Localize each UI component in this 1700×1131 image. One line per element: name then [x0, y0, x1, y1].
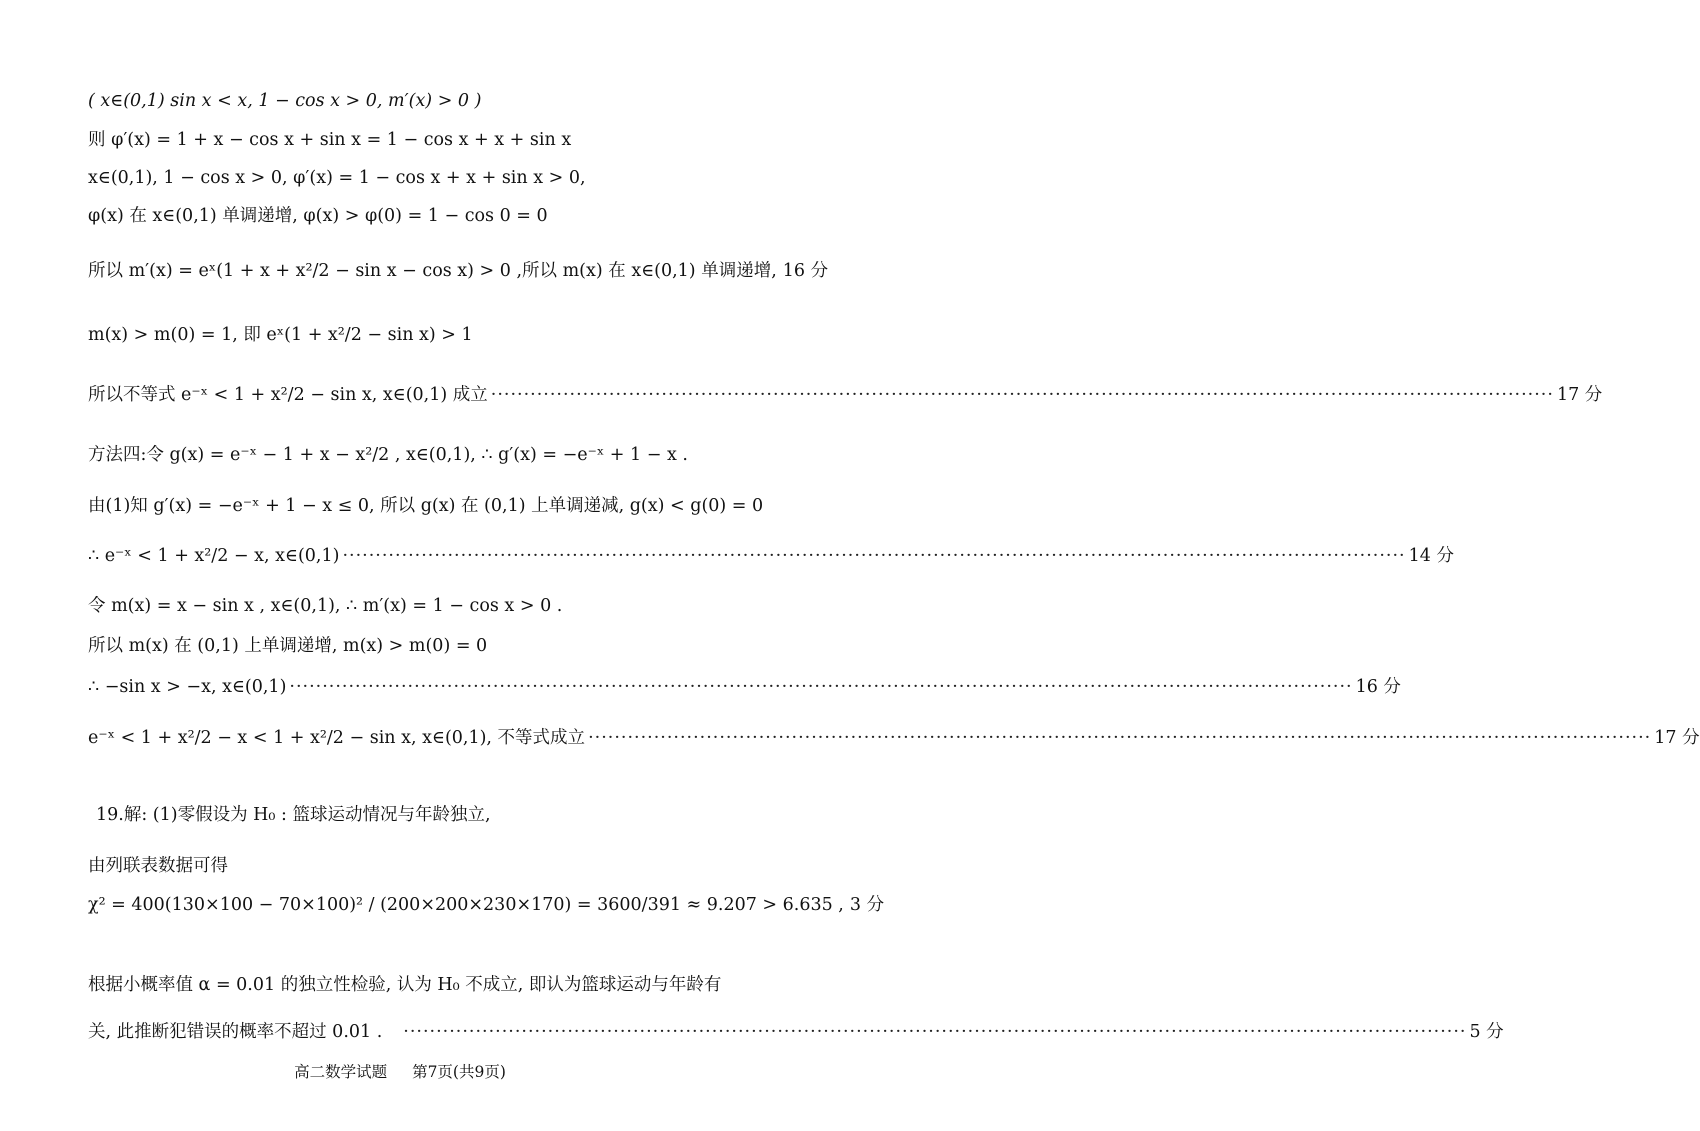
score-label: 16 分	[782, 261, 829, 281]
m-derivative-statement: 所以 m′(x) = eˣ(1 + x + x²/2 − sin x − cos x) > 0 ,所以 m(x) 在 x∈(0,1) 单调递增,	[88, 261, 777, 281]
table-data-intro: 由列联表数据可得	[88, 856, 228, 876]
page-footer	[0, 1060, 800, 1082]
text-line	[88, 677, 1401, 697]
text-line	[88, 207, 712, 226]
inequality-conclusion: 所以不等式 e⁻ˣ < 1 + x²/2 − sin x, x∈(0,1) 成立	[88, 385, 488, 405]
dot-leader	[403, 1023, 1466, 1042]
footer-subject: 高二数学试题	[294, 1063, 388, 1081]
chi-square-computation: χ² = 400(130×100 − 70×100)² / (200×200×230×170) = 3600/391 ≈ 9.207 > 6.635 ,	[88, 895, 844, 915]
dot-leader	[289, 678, 1352, 697]
text-line	[88, 446, 712, 465]
text-line	[88, 131, 712, 150]
final-inequality-chain: e⁻ˣ < 1 + x²/2 − x < 1 + x²/2 − sin x, x∈(0,1), 不等式成立	[88, 728, 586, 748]
first-inequality: ∴ e⁻ˣ < 1 + x²/2 − x, x∈(0,1)	[88, 546, 340, 566]
text-line	[88, 637, 712, 656]
condition-note: ( x∈(0,1) sin x < x, 1 − cos x > 0, m′(x) > 0 )	[88, 91, 482, 111]
dot-leader	[342, 547, 1405, 566]
g-decreasing-statement: 由(1)知 g′(x) = −e⁻ˣ + 1 − x ≤ 0, 所以 g(x) 在 (0,1) 上单调递减, g(x) < g(0) = 0	[88, 496, 764, 516]
error-probability-statement: 关, 此推断犯错误的概率不超过 0.01 .	[88, 1022, 383, 1042]
m-lower-bound: m(x) > m(0) = 1, 即 eˣ(1 + x²/2 − sin x) > 1	[88, 325, 473, 345]
text-line	[88, 326, 712, 345]
score-label: 3 分	[849, 895, 885, 915]
dot-leader	[491, 386, 1554, 405]
text-line	[88, 895, 885, 915]
text-line	[88, 975, 722, 995]
text-line	[88, 597, 712, 616]
m-definition: 令 m(x) = x − sin x , x∈(0,1), ∴ m′(x) = 1 − cos x > 0 .	[88, 596, 563, 616]
derivative-equation: 则 φ′(x) = 1 + x − cos x + sin x = 1 − cos x + x + sin x	[88, 130, 572, 150]
score-label: 5 分	[1469, 1022, 1504, 1042]
test-conclusion: 根据小概率值 α = 0.01 的独立性检验, 认为 H₀ 不成立, 即认为篮球运动与年龄有	[88, 975, 722, 995]
score-label: 17 分	[1654, 728, 1700, 748]
text-line	[88, 496, 764, 516]
text-line	[88, 261, 829, 281]
sine-inequality: ∴ −sin x > −x, x∈(0,1)	[88, 677, 287, 697]
score-label: 17 分	[1556, 385, 1603, 405]
text-line	[88, 92, 712, 111]
text-line	[88, 169, 712, 188]
text-line	[88, 1022, 1504, 1042]
monotonic-statement: φ(x) 在 x∈(0,1) 单调递增, φ(x) > φ(0) = 1 − cos 0 = 0	[88, 206, 548, 226]
m-increasing-statement: 所以 m(x) 在 (0,1) 上单调递增, m(x) > m(0) = 0	[88, 636, 488, 656]
derivative-positive: x∈(0,1), 1 − cos x > 0, φ′(x) = 1 − cos x + x + sin x > 0,	[88, 168, 586, 188]
text-line	[88, 546, 1454, 566]
text-line	[88, 857, 712, 876]
score-label: 14 分	[1408, 546, 1454, 566]
dot-leader	[588, 729, 1651, 748]
text-line	[88, 728, 1700, 748]
score-label: 16 分	[1355, 677, 1401, 697]
question-19-heading: 19.解: (1)零假设为 H₀ : 篮球运动情况与年龄独立,	[96, 805, 491, 825]
footer-page-number: 第7页(共9页)	[412, 1063, 506, 1081]
text-line	[96, 806, 720, 825]
text-line	[88, 385, 1603, 405]
method-four-heading: 方法四:令 g(x) = e⁻ˣ − 1 + x − x²/2 , x∈(0,1), ∴ g′(x) = −e⁻ˣ + 1 − x .	[88, 445, 688, 465]
